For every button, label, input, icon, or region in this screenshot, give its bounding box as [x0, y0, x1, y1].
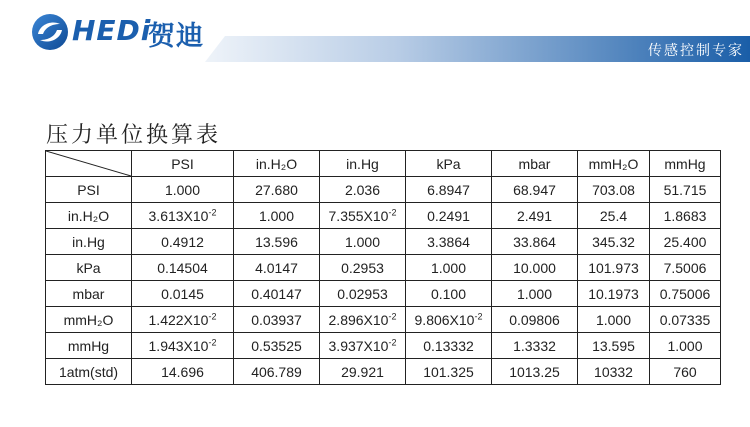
row-header: in.Hg — [46, 229, 132, 255]
table-cell — [650, 333, 721, 359]
cell-value: 1.000 — [344, 233, 381, 250]
cell-value: 10332 — [594, 363, 633, 380]
table-cell — [406, 333, 492, 359]
cell-value: 27.680 — [255, 181, 298, 198]
table-cell — [406, 177, 492, 203]
cell-value: 2.491 — [516, 207, 553, 224]
table-cell — [132, 307, 234, 333]
cell-value: 1.000 — [164, 181, 201, 198]
table-row — [46, 203, 721, 229]
cell-value: 29.921 — [341, 363, 384, 380]
cell-value: 0.09806 — [509, 311, 560, 328]
table-cell — [578, 333, 650, 359]
table-cell — [650, 307, 721, 333]
column-header: mmHg — [650, 151, 721, 177]
cell-value: 0.75006 — [659, 285, 711, 302]
cell-value: 703.08 — [592, 181, 635, 198]
cell-value: 1.000 — [430, 259, 467, 276]
diagonal-line — [46, 151, 131, 176]
table-cell — [320, 281, 406, 307]
cell-value: 3.613X10 — [148, 207, 209, 224]
cell-value: 2.036 — [344, 181, 381, 198]
column-header: mbar — [492, 151, 578, 177]
cell-value: 2.896X10 — [328, 311, 389, 328]
table-row — [46, 255, 721, 281]
table-cell — [132, 177, 234, 203]
table-cell — [650, 177, 721, 203]
cell-value: 0.02953 — [337, 285, 388, 302]
cell-value: 760 — [673, 363, 697, 380]
table-cell — [492, 203, 578, 229]
table-cell — [132, 229, 234, 255]
column-header: mmH₂O — [578, 151, 650, 177]
corner-cell — [46, 151, 132, 177]
table-row — [46, 281, 721, 307]
cell-exponent: -2 — [388, 336, 397, 347]
table-cell — [234, 281, 320, 307]
column-header: PSI — [132, 151, 234, 177]
cell-value: 1013.25 — [509, 363, 560, 380]
header-bar — [0, 36, 750, 62]
table-cell — [234, 177, 320, 203]
page-title: 压力单位换算表 — [46, 123, 222, 148]
table-cell — [650, 255, 721, 281]
table-cell — [320, 333, 406, 359]
table-cell — [406, 307, 492, 333]
cell-value: 0.4912 — [161, 233, 204, 250]
brand-latin: HEDi — [72, 14, 152, 47]
cell-value: 7.355X10 — [328, 207, 389, 224]
column-header: in.Hg — [320, 151, 406, 177]
table-cell — [492, 281, 578, 307]
cell-value: 1.000 — [667, 337, 703, 354]
cell-value: 1.000 — [595, 311, 632, 328]
cell-value: 25.4 — [599, 207, 628, 224]
table-cell — [320, 255, 406, 281]
cell-value: 7.5006 — [663, 259, 707, 276]
table-cell — [492, 307, 578, 333]
table-cell — [492, 255, 578, 281]
table-cell — [578, 359, 650, 385]
table-row — [46, 177, 721, 203]
table-cell — [132, 333, 234, 359]
cell-value: 1.000 — [258, 207, 295, 224]
table-cell — [492, 229, 578, 255]
cell-value: 0.0145 — [161, 285, 204, 302]
table-cell — [234, 203, 320, 229]
cell-exponent: -2 — [208, 206, 217, 217]
cell-value: 406.789 — [251, 363, 302, 380]
cell-value: 68.947 — [513, 181, 556, 198]
cell-value: 3.3864 — [427, 233, 470, 250]
table-cell — [320, 307, 406, 333]
cell-exponent: -2 — [388, 310, 397, 321]
table-row — [46, 307, 721, 333]
cell-exponent: -2 — [388, 206, 397, 217]
row-header: 1atm(std) — [46, 359, 132, 385]
cell-value: 10.1973 — [588, 285, 639, 302]
cell-value: 0.03937 — [251, 311, 302, 328]
cell-value: 1.3332 — [513, 337, 556, 354]
table-cell — [234, 255, 320, 281]
cell-value: 1.8683 — [663, 207, 707, 224]
cell-value: 0.07335 — [659, 311, 711, 328]
cell-value: 0.53525 — [251, 337, 302, 354]
row-header: PSI — [46, 177, 132, 203]
table-cell — [132, 255, 234, 281]
row-header: in.H₂O — [46, 203, 132, 229]
cell-exponent: -2 — [474, 310, 483, 321]
table-cell — [234, 333, 320, 359]
table-cell — [234, 359, 320, 385]
table-cell — [406, 359, 492, 385]
table-cell — [320, 359, 406, 385]
table-cell — [578, 177, 650, 203]
table-cell — [492, 359, 578, 385]
table-cell — [406, 203, 492, 229]
table-cell — [650, 281, 721, 307]
table-cell — [406, 255, 492, 281]
table-cell — [320, 203, 406, 229]
cell-value: 25.400 — [663, 233, 707, 250]
cell-exponent: -2 — [208, 310, 217, 321]
table-cell — [406, 281, 492, 307]
table-cell — [234, 307, 320, 333]
table-row — [46, 359, 721, 385]
table-cell — [578, 203, 650, 229]
row-header: mmHg — [46, 333, 132, 359]
table-cell — [320, 177, 406, 203]
cell-value: 14.696 — [161, 363, 204, 380]
cell-value: 33.864 — [513, 233, 556, 250]
table-cell — [406, 229, 492, 255]
brand-chinese: 贺迪 — [148, 21, 204, 52]
table-cell — [578, 229, 650, 255]
table-cell — [492, 177, 578, 203]
cell-value: 4.0147 — [255, 259, 298, 276]
table-cell — [492, 333, 578, 359]
cell-value: 1.943X10 — [148, 337, 209, 354]
cell-value: 3.937X10 — [328, 337, 389, 354]
cell-value: 6.8947 — [427, 181, 470, 198]
cell-value: 0.14504 — [157, 259, 208, 276]
table-cell — [650, 203, 721, 229]
table-row — [46, 333, 721, 359]
table-row — [46, 229, 721, 255]
cell-value: 101.973 — [588, 259, 639, 276]
column-header: in.H₂O — [234, 151, 320, 177]
table-cell — [132, 359, 234, 385]
slogan: 传感控制专家 — [648, 43, 744, 59]
table-cell — [234, 229, 320, 255]
table-cell — [578, 307, 650, 333]
table-cell — [650, 359, 721, 385]
table-cell — [132, 281, 234, 307]
row-header: kPa — [46, 255, 132, 281]
header — [0, 0, 750, 70]
table-cell — [578, 255, 650, 281]
cell-value: 1.422X10 — [148, 311, 209, 328]
cell-value: 0.2491 — [427, 207, 470, 224]
conversion-table — [45, 150, 721, 385]
cell-value: 1.000 — [516, 285, 553, 302]
table-cell — [578, 281, 650, 307]
column-header: kPa — [406, 151, 492, 177]
cell-value: 101.325 — [423, 363, 474, 380]
cell-value: 13.596 — [255, 233, 298, 250]
cell-value: 345.32 — [592, 233, 635, 250]
cell-exponent: -2 — [208, 336, 217, 347]
cell-value: 9.806X10 — [414, 311, 475, 328]
cell-value: 13.595 — [592, 337, 635, 354]
table-cell — [132, 203, 234, 229]
row-header: mmH₂O — [46, 307, 132, 333]
row-header: mbar — [46, 281, 132, 307]
header-row — [46, 151, 721, 177]
cell-value: 51.715 — [663, 181, 707, 198]
table-cell — [320, 229, 406, 255]
cell-value: 0.100 — [430, 285, 467, 302]
cell-value: 0.2953 — [341, 259, 384, 276]
cell-value: 0.13332 — [423, 337, 474, 354]
cell-value: 10.000 — [513, 259, 556, 276]
cell-value: 0.40147 — [251, 285, 302, 302]
table-cell — [650, 229, 721, 255]
